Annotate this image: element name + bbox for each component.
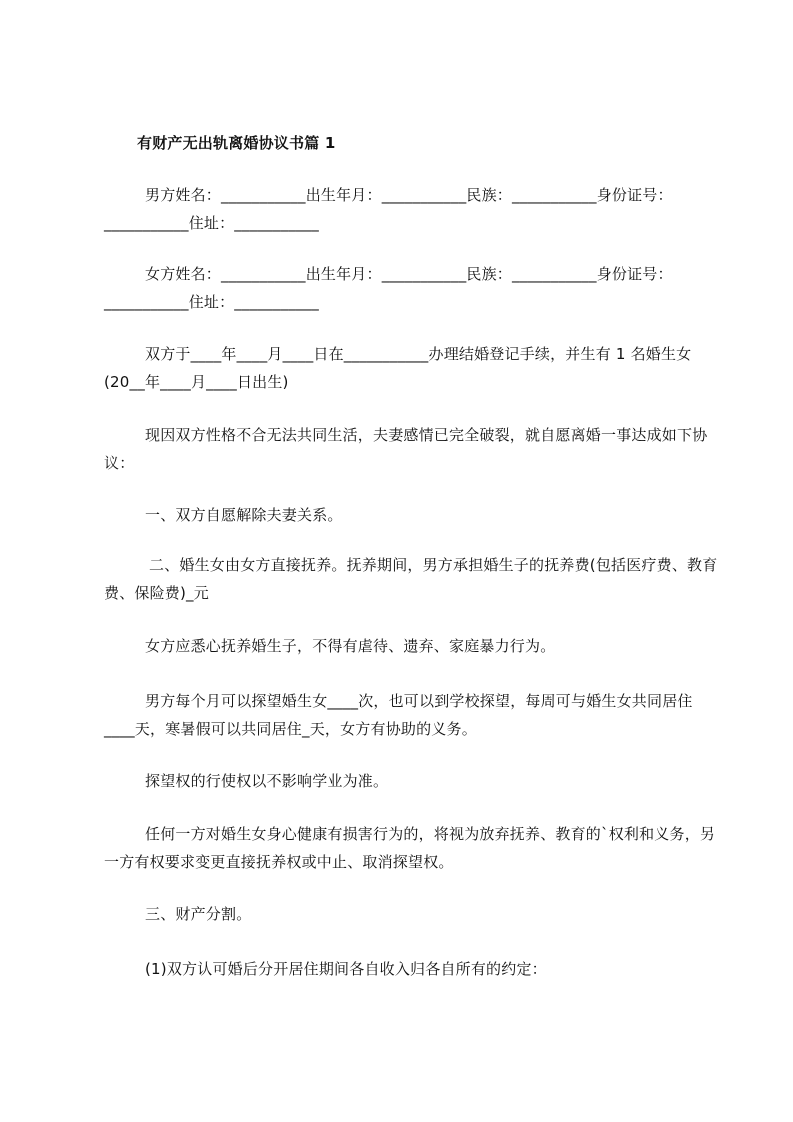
paragraph-clause-1: 一、双方自愿解除夫妻关系。 — [145, 506, 343, 524]
paragraph-care-obligation: 女方应悉心抚养婚生子，不得有虐待、遗弃、家庭暴力行为。 — [145, 637, 556, 655]
paragraph-property-item-1: (1)双方认可婚后分开居住期间各自收入归各自所有的约定： — [145, 960, 547, 978]
paragraph-visitation: 男方每个月可以探望婚生女____次，也可以到学校探望，每周可与婚生女共同居住____天，寒暑假可以共同居住_天，女方有协助的义务。 — [104, 692, 693, 738]
paragraph-marriage-registration: 双方于____年____月____日在___________办理结婚登记手续，并生有 1 名婚生女(20__年____月____日出生) — [104, 345, 692, 391]
paragraph-clause-2: 二、婚生女由女方直接抚养。抚养期间，男方承担婚生子的抚养费(包括医疗费、教育费、保险费)_元 — [104, 556, 718, 602]
paragraph-male-info: 男方姓名：___________出生年月：___________民族：___________身份证号：___________住址：___________ — [104, 186, 673, 232]
paragraph-custody-change: 任何一方对婚生女身心健康有损害行为的，将视为放弃抚养、教育的`权利和义务，另一方有权要求变更直接抚养权或中止、取消探望权。 — [104, 825, 716, 871]
paragraph-female-info: 女方姓名：___________出生年月：___________民族：___________身份证号：___________住址：___________ — [104, 265, 673, 311]
paragraph-clause-3: 三、财产分割。 — [145, 905, 252, 923]
paragraph-visitation-limit: 探望权的行使权以不影响学业为准。 — [145, 772, 389, 790]
paragraph-divorce-reason: 现因双方性格不合无法共同生活，夫妻感情已完全破裂，就自愿离婚一事达成如下协议： — [104, 426, 708, 472]
document-title: 有财产无出轨离婚协议书篇 1 — [137, 134, 336, 152]
